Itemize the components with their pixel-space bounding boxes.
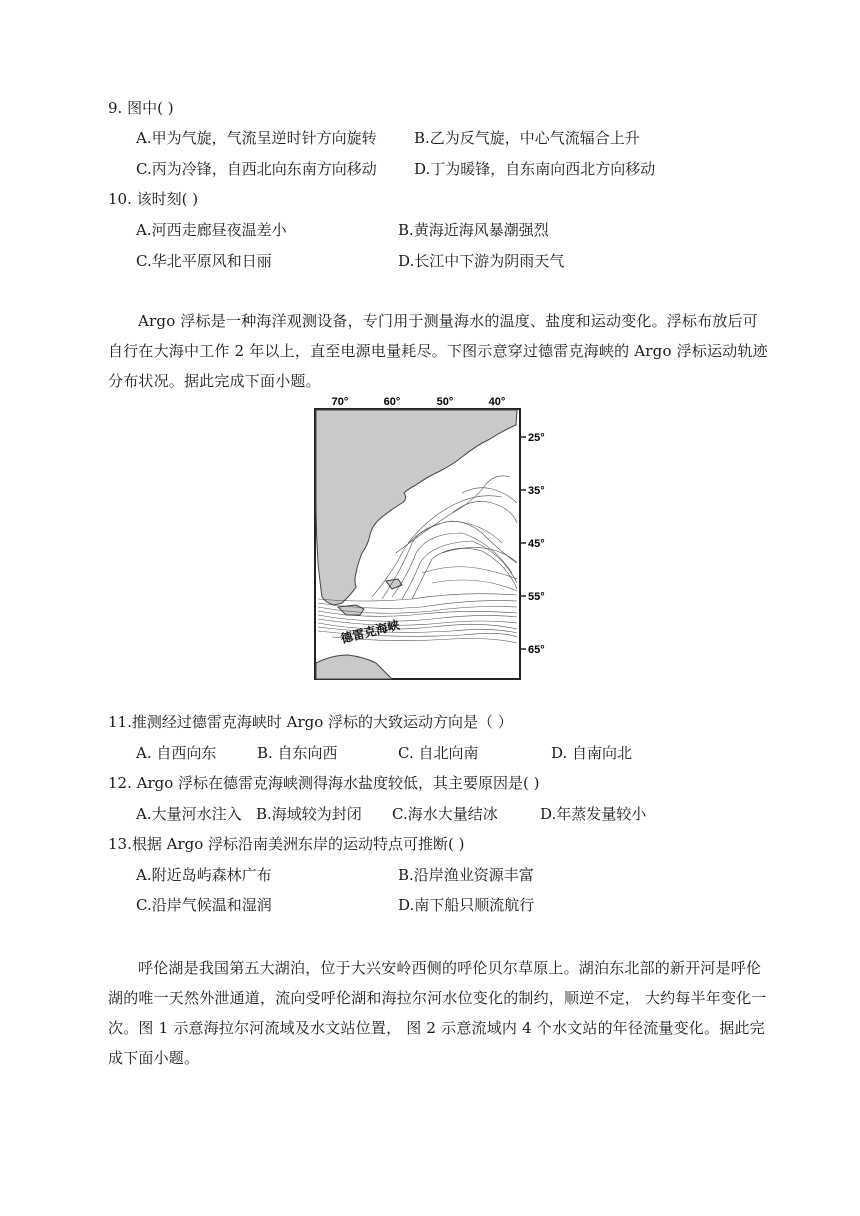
q13-option-a: A.附近岛屿森林广布 [136, 866, 272, 884]
question-9-stem: 9. 图中( ) [108, 99, 174, 117]
q10-option-d: D.长江中下游为阴雨天气 [398, 252, 565, 270]
question-13-stem: 13.根据 Argo 浮标沿南美洲东岸的运动特点可推断( ) [108, 835, 465, 853]
q9-option-d: D.丁为暖锋，自东南向西北方向移动 [414, 160, 656, 178]
question-11-stem: 11.推测经过德雷克海峡时 Argo 浮标的大致运动方向是（ ） [108, 713, 513, 731]
lat-label-25: 25° [528, 432, 545, 444]
q12-option-b: B.海域较为封闭 [256, 805, 362, 823]
q10-option-c: C.华北平原风和日丽 [136, 252, 272, 270]
q13-option-b: B.沿岸渔业资源丰富 [398, 866, 534, 884]
drake-passage-label: 德雷克海峡 [339, 617, 401, 646]
q10-option-b: B.黄海近海风暴潮强烈 [398, 221, 549, 239]
q9-option-c: C.丙为冷锋，自西北向东南方向移动 [136, 160, 377, 178]
lat-label-55: 55° [528, 591, 545, 603]
q12-option-a: A.大量河水注入 [136, 805, 242, 823]
lon-label-40: 40° [488, 396, 506, 408]
argo-passage: Argo 浮标是一种海洋观测设备，专门用于测量海水的温度、盐度和运动变化。浮标布放后可自行在大海中工作 2 年以上，直至电源电量耗尽。下图示意穿过德雷克海峡的 Argo 浮标运动轨迹分布状况。据此完成下面小题。 [108, 312, 768, 390]
lat-label-45: 45° [528, 538, 545, 550]
q12-option-c: C.海水大量结冰 [392, 805, 498, 823]
q9-option-b: B.乙为反气旋，中心气流辐合上升 [414, 129, 640, 147]
lon-label-50: 50° [436, 396, 454, 408]
question-12-stem: 12. Argo 浮标在德雷克海峡测得海水盐度较低，其主要原因是( ) [108, 774, 540, 792]
q12-option-d: D.年蒸发量较小 [540, 805, 647, 823]
q11-option-b: B. 自东向西 [257, 744, 338, 762]
q11-option-a: A. 自西向东 [136, 744, 217, 762]
q13-option-c: C.沿岸气候温和湿润 [136, 896, 272, 914]
q11-option-c: C. 自北向南 [398, 744, 479, 762]
q13-option-d: D.南下船只顺流航行 [398, 896, 535, 914]
hulun-lake-passage: 呼伦湖是我国第五大湖泊，位于大兴安岭西侧的呼伦贝尔草原上。湖泊东北部的新开河是呼伦湖的唯一天然外泄通道，流向受呼伦湖和海拉尔河水位变化的制约，顺逆不定， 大约每半年变化一次。图 1 示意海拉尔河流域及水文站位置， 图 2 示意流域内 4 个水文站的年径流量变化。据此完成下面小题。 [108, 959, 767, 1067]
q10-option-a: A.河西走廊昼夜温差小 [136, 221, 287, 239]
argo-trajectory-map [312, 393, 550, 683]
q11-option-d: D. 自南向北 [551, 744, 633, 762]
lon-label-60: 60° [383, 396, 401, 408]
q9-option-a: A.甲为气旋，气流呈逆时针方向旋转 [136, 129, 377, 147]
lat-label-65: 65° [528, 644, 545, 656]
lon-label-70: 70° [331, 396, 349, 408]
lat-label-35: 35° [528, 485, 545, 497]
question-10-stem: 10. 该时刻( ) [108, 190, 199, 208]
